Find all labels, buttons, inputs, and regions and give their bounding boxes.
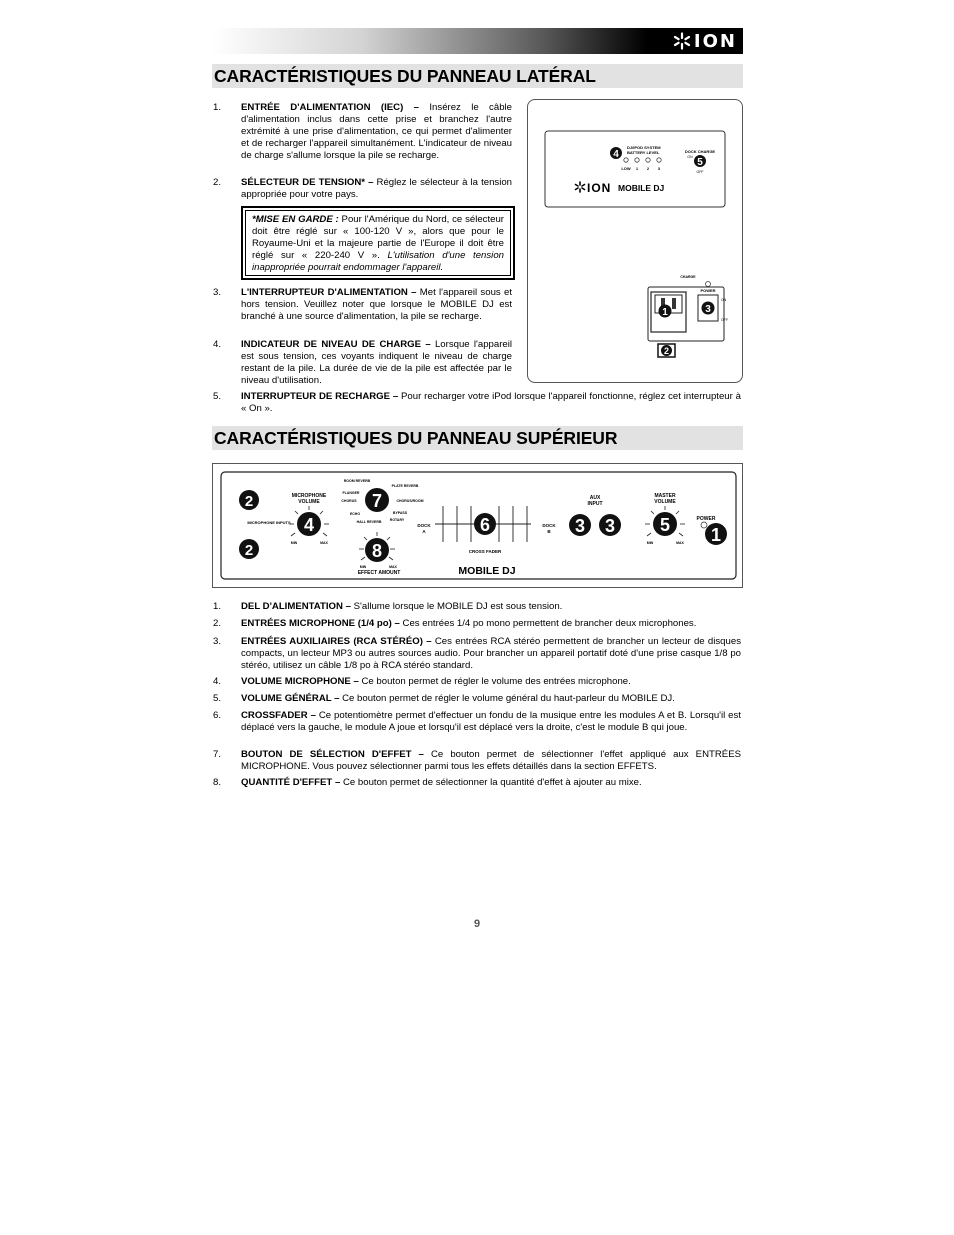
item-description: Ce bouton permet de régler le volume général du haut-parleur du MOBILE DJ. (342, 693, 675, 704)
ion-star-icon (576, 182, 585, 192)
effect-echo: ECHO (349, 512, 361, 516)
master-max-label: MAX (676, 541, 684, 545)
item-number: 5. (213, 391, 222, 402)
item-label: INTERRUPTEUR DE RECHARGE – (241, 391, 399, 402)
top-panel-illustration (213, 464, 742, 587)
dock-on-label: ON (687, 155, 693, 159)
effect-chorus-room: CHORUS/ROOM (396, 499, 424, 503)
item-label: ENTRÉES AUXILIAIRES (RCA STÉRÉO) – (241, 636, 432, 647)
item-number: 6. (213, 710, 222, 721)
charge-label: CHARGE (680, 275, 696, 279)
battery-label-2: BATTERY LEVEL (627, 150, 660, 155)
item-description: Pour recharger votre iPod lorsque l'appareil fonctionne, réglez cet interrupteur à « On ». (241, 391, 741, 414)
item-text (241, 618, 741, 630)
item-label: ENTRÉES MICROPHONE (1/4 po) – (241, 618, 400, 629)
ion-star-icon (673, 32, 691, 50)
item-number: 3. (213, 636, 222, 647)
callout-3: 3 (705, 304, 711, 315)
cross-fader-label: CROSS FADER (468, 549, 502, 554)
voltage-switch (672, 298, 676, 309)
callout-1: 1 (662, 307, 668, 318)
item-number: 2. (213, 177, 222, 188)
dock-b-label-2: B (547, 529, 551, 534)
item-text (241, 601, 741, 613)
item-label: DEL D'ALIMENTATION – (241, 601, 351, 612)
led-label-low: LOW (621, 166, 631, 171)
item-text (241, 693, 741, 705)
brand-name: ION (693, 30, 737, 52)
master-label-2: VOLUME (654, 499, 676, 505)
callout-3b: 3 (604, 516, 616, 536)
item-description: Ce potentiomètre permet d'effectuer un fondu de la musique entre les modules A et B. Lorsqu'il est déplacé vers la gauche, le module A joue et lorsqu'il est déplacé vers la droite, c'est le module B qui joue. (241, 710, 741, 733)
charge-led (706, 282, 711, 287)
caution-box (241, 206, 515, 280)
section-top-panel-header (212, 426, 743, 450)
caution-warning: L'utilisation d'une tension inappropriée pourrait endommager l'appareil. (252, 249, 504, 273)
power-off-label: OFF (721, 318, 728, 322)
item-description: Met l'appareil sous et hors tension. Veuillez noter que lorsque le MOBILE DJ est branché à une source d'alimentation, la pile se recharge. (241, 287, 512, 322)
mic-max-label: MAX (320, 541, 328, 545)
mic-min-label: MIN (290, 541, 298, 545)
item-text (241, 391, 741, 415)
led-label-1: 1 (635, 166, 639, 171)
dock-off-label: OFF (696, 170, 704, 174)
callout-3a: 3 (574, 516, 586, 536)
dock-a-label-2: A (422, 529, 426, 534)
effect-plate-reverb: PLATE REVERB (391, 484, 419, 488)
item-label: L'INTERRUPTEUR D'ALIMENTATION – (241, 287, 417, 298)
effect-flanger: FLANGER (342, 491, 360, 495)
side-brand: ION (587, 181, 612, 195)
effect-hall-reverb: HALL REVERB (356, 520, 382, 524)
item-number: 7. (213, 749, 222, 760)
callout-8: 8 (371, 541, 383, 561)
item-description: Réglez le sélecteur à la tension appropriée pour votre pays. (241, 177, 513, 200)
item-text (241, 102, 512, 162)
item-label: VOLUME MICROPHONE – (241, 676, 359, 687)
dock-b-label-1: DOCK (542, 523, 556, 528)
effect-bypass: BYPASS (392, 511, 408, 515)
item-description: Insérez le câble d'alimentation inclus dans cette prise et branchez l'autre extrémité à une prise d'alimentation, ce qui permet d'alimenter et de recharger l'appareil simultanément. L'indicateur de niveau de charge s'allume lorsque la pile se recharge. (241, 102, 512, 161)
aux-label-1: AUX (589, 495, 601, 501)
mic-volume-label-1: MICROPHONE (291, 493, 327, 499)
power-label: POWER (696, 516, 716, 522)
mic-inputs-label: MICROPHONE INPUTS (247, 520, 291, 525)
mic-volume-label-2: VOLUME (298, 499, 320, 505)
master-min-label: MIN (646, 541, 654, 545)
top-panel-diagram (212, 463, 743, 588)
item-number: 1. (213, 102, 222, 113)
callout-7: 7 (371, 491, 383, 511)
item-number: 8. (213, 777, 222, 788)
item-text (241, 749, 741, 773)
dock-a-label-1: DOCK (417, 523, 431, 528)
callout-5: 5 (659, 515, 671, 535)
page-number: 9 (473, 918, 481, 930)
effect-room-reverb: ROOM REVERB (343, 479, 371, 483)
caution-description: Pour l'Amérique du Nord, ce sélecteur doit être réglé sur « 100-120 V », alors que pour le Royaume-Uni et la majeure partie de l'Europe il doit être réglé sur « 220-240 V ». (252, 214, 504, 261)
battery-leds (624, 158, 661, 162)
item-label: BOUTON DE SÉLECTION D'EFFET – (241, 749, 424, 760)
callout-2b: 2 (244, 542, 254, 559)
power-on-label: ON (721, 298, 727, 302)
item-text (241, 636, 741, 672)
callout-6: 6 (479, 515, 491, 535)
caution-text (245, 210, 511, 276)
amount-max-label: MAX (389, 565, 397, 569)
top-product-name: MOBILE DJ (458, 565, 516, 577)
aux-label-2: INPUT (587, 501, 603, 507)
item-label: VOLUME GÉNÉRAL – (241, 693, 340, 704)
caution-label: *MISE EN GARDE : (252, 214, 339, 225)
item-label: ENTRÉE D'ALIMENTATION (IEC) – (241, 102, 420, 113)
callout-4: 4 (613, 149, 619, 160)
side-product-name: MOBILE DJ (618, 183, 665, 193)
power-led (701, 522, 707, 528)
item-number: 3. (213, 287, 222, 298)
item-description: Lorsque l'appareil est sous tension, ces voyants indiquent le niveau de charge restant de la pile. La durée de vie de la pile est affectée par le niveau d'utilisation. (241, 339, 513, 386)
section-side-panel-title: CARACTÉRISTIQUES DU PANNEAU LATÉRAL (214, 66, 596, 86)
item-number: 4. (213, 676, 222, 687)
item-description: Ce bouton permet de sélectionner l'effet appliqué aux ENTRÉES MICROPHONE. Vous pouvez sélectionner parmi tous les effets détaillés dans la section EFFETS. (241, 749, 741, 772)
item-text (241, 676, 741, 688)
item-number: 1. (213, 601, 222, 612)
side-panel-illustration (528, 100, 742, 382)
master-label-1: MASTER (654, 493, 676, 499)
led-label-2: 2 (646, 166, 650, 171)
effect-chorus: CHORUS (341, 499, 357, 503)
brand-logo (673, 31, 737, 51)
dock-charge-label: DOCK CHARGE (684, 149, 716, 154)
item-text (241, 777, 741, 789)
section-top-panel-title: CARACTÉRISTIQUES DU PANNEAU SUPÉRIEUR (214, 428, 618, 448)
item-label: SÉLECTEUR DE TENSION* – (241, 177, 374, 188)
item-number: 4. (213, 339, 222, 350)
item-description: Ces entrées RCA stéréo permettent de brancher un lecteur de disques compacts, un lecteur MP3 ou autres sources audio. Pour brancher un appareil portatif doté d'une prise casque 1/8 po stéréo, utilisez un câble 1/8 po à RCA stéréo standard. (241, 636, 741, 671)
item-description: S'allume lorsque le MOBILE DJ est sous tension. (353, 601, 563, 612)
callout-2a: 2 (244, 493, 254, 510)
item-label: CROSSFADER – (241, 710, 316, 721)
led-label-3: 3 (657, 166, 661, 171)
callout-5: 5 (697, 157, 703, 168)
effect-amount-label: EFFECT AMOUNT (357, 570, 401, 576)
header-bar (212, 28, 743, 54)
effect-rotary: ROTARY (389, 518, 405, 522)
item-label: QUANTITÉ D'EFFET – (241, 777, 341, 788)
amount-min-label: MIN (359, 565, 367, 569)
item-label: INDICATEUR DE NIVEAU DE CHARGE – (241, 339, 431, 350)
item-text (241, 710, 741, 734)
item-text (241, 339, 512, 387)
battery-label-1: DJ/IPOD SYSTEM (627, 145, 661, 150)
item-text (241, 287, 512, 323)
item-number: 2. (213, 618, 222, 629)
section-side-panel-header (212, 64, 743, 88)
side-panel-diagram (527, 99, 743, 383)
callout-2: 2 (663, 346, 670, 356)
power-label: POWER (700, 288, 716, 293)
callout-1: 1 (710, 525, 722, 545)
item-description: Ces entrées 1/4 po mono permettent de brancher deux microphones. (402, 618, 697, 629)
item-number: 5. (213, 693, 222, 704)
callout-4: 4 (303, 515, 315, 535)
item-description: Ce bouton permet de régler le volume des entrées microphone. (361, 676, 631, 687)
item-text (241, 177, 512, 201)
item-description: Ce bouton permet de sélectionner la quantité d'effet à ajouter au mixe. (342, 777, 642, 788)
